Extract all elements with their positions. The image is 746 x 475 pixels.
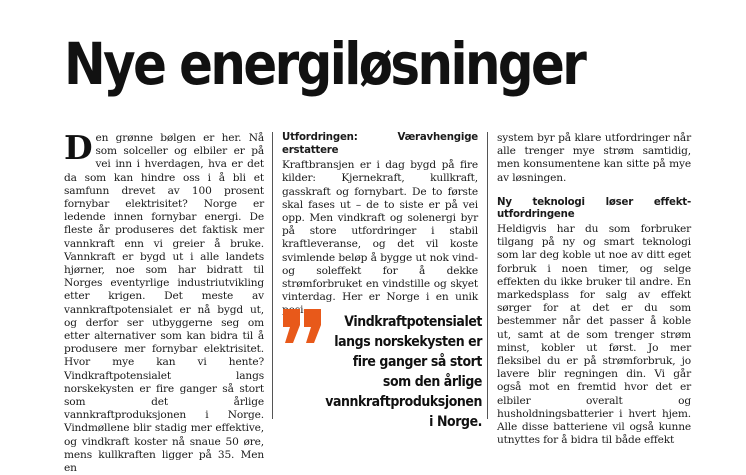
article-headline: Nye energiløsninger (64, 30, 585, 98)
body-paragraph: Heldigvis har du som forbruker tilgang på ny og smart teknologi som lar deg koble ut noe av ditt eget forbruk i noen timer, og selge effekten du ikke bruker til andre. En markedsplass for salg av effekt sørger for at det er du som bestemmer når det passer å koble ut, samt at de som trenger strøm minst, kobler ut først. Jo mer fleksibel du er på strømforbruk, jo lavere blir regningen din. Vi går også mot en fremtid hvor det er elbiler overalt og husholdningsbatterier i hvert hjem. Alle disse batteriene vil også kunne utnyttes for å bidra til både effekt (497, 223, 691, 447)
section-subheading: Ny teknologi løser effekt-utfordringene (497, 196, 691, 221)
drop-cap: D (64, 128, 93, 167)
body-paragraph: Kraftbransjen er i dag bygd på fire kilder: Kjernekraft, kullkraft, gasskraft og fornybart. De to første skal fases ut – de to siste er på vei opp. Men vindkraft og solenergi byr på store utfordringer i stabil kraftleveranse, og det vil koste svimlende beløp å bygge ut nok vind- og soleffekt for å dekke strømforbruket en vindstille og skyet vinterdag. Her er Norge i en unik (282, 159, 478, 304)
body-paragraph (64, 128, 264, 475)
column-divider (272, 132, 273, 419)
quote-mark-icon (282, 306, 324, 348)
article-column-3 (497, 132, 691, 447)
pull-quote (282, 306, 482, 430)
section-subheading: Utfordringen: Væravhengige erstattere (282, 132, 478, 156)
article-column-1 (64, 128, 264, 475)
body-text: en grønne bølgen er her. Nå som solceller og elbiler er på vei inn i hverdagen, hva er det da som kan hindre oss i å bli et samfunn drevet av 100 prosent fornybar elektrisitet? Norge er ledende innen fornybar energi. De fleste år produseres det faktisk mer vannkraft enn vi greier å bruke. Vannkraft er bygd ut i alle landets hjørner, noe som har bidratt til Norges eventyrlige industriutvikling etter krigen. Det meste av vannkraftpotensialet er nå bygd ut, og derfor ser utbyggerne seg om etter alternativer som kan bidra til å produsere mer fornybar elektrisitet. Hvor mye kan vi hente? Vindkraftpotensialet langs norskekysten er fire ganger så stort som det årlige vannkraftproduksjonen i Norge. Vindmøllene blir stadig mer effektive, og vindkraft koster nå snaue 50 øre, mens kullkraften ligger på 35. Men en (64, 132, 264, 475)
column-divider (487, 132, 488, 419)
body-paragraph: system byr på klare utfordringer når alle trenger mye strøm samtidig, men konsumentene kan sitte på mye av løsningen. (497, 132, 691, 184)
pull-quote-text: Vindkraftpotensialet langs norskekysten er fire ganger så stort som den årlige vannkraftproduksjonen i Norge. (325, 313, 482, 430)
